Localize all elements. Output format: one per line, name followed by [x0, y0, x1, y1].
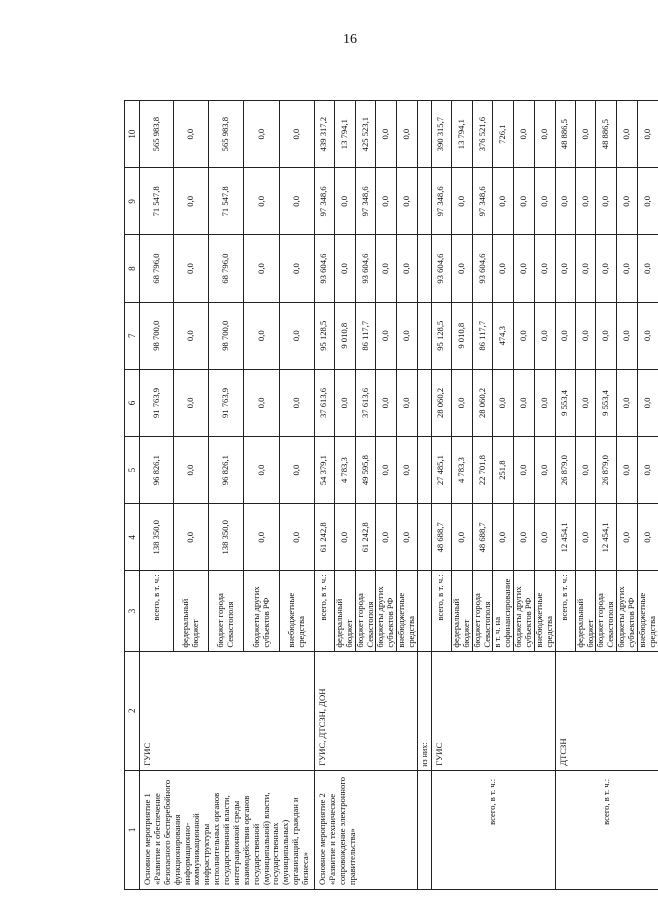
amount-cell: 138 350,0 [208, 503, 243, 570]
funding-source: федеральный бюджет [334, 570, 355, 650]
amount-cell: 93 604,6 [472, 234, 493, 301]
table-row [555, 100, 575, 889]
amount-cell: 0,0 [396, 302, 417, 369]
amount-cell: 0,0 [575, 167, 596, 234]
amount-cell: 0,0 [616, 369, 637, 436]
amount-cell: 71 547,8 [139, 167, 173, 234]
responsible-executor: ДТСЗН [555, 651, 658, 770]
subsection-total-label: всего, в т. ч.: [431, 770, 555, 889]
funding-source: в т. ч. на софинансирование [492, 570, 513, 650]
amount-cell: 4 783,3 [334, 436, 355, 503]
amount-cell: 0,0 [375, 369, 396, 436]
amount-cell: 0,0 [575, 436, 596, 503]
amount-cell: 0,0 [279, 234, 314, 301]
column-number-5: 5 [124, 436, 139, 503]
iz-nih-label: из них: [417, 651, 431, 770]
amount-cell: 376 521,6 [472, 100, 493, 167]
page-number: 16 [343, 32, 357, 47]
amount-cell: 425 523,1 [355, 100, 376, 167]
amount-cell: 0,0 [575, 369, 596, 436]
amount-cell: 0,0 [243, 436, 278, 503]
amount-cell: 0,0 [451, 503, 472, 570]
funding-source: бюджет города Севастополя [595, 570, 616, 650]
amount-cell: 27 485,1 [431, 436, 451, 503]
empty-cell [417, 234, 431, 301]
amount-cell: 0,0 [534, 234, 555, 301]
amount-cell: 61 242,8 [314, 503, 334, 570]
amount-cell: 0,0 [616, 100, 637, 167]
column-number-8: 8 [124, 234, 139, 301]
amount-cell: 0,0 [492, 503, 513, 570]
amount-cell: 0,0 [513, 436, 534, 503]
amount-cell: 0,0 [451, 167, 472, 234]
amount-cell: 0,0 [279, 369, 314, 436]
responsible-executor: ГУИС [139, 651, 314, 770]
amount-cell: 390 315,7 [431, 100, 451, 167]
amount-cell: 68 796,0 [208, 234, 243, 301]
amount-cell: 0,0 [595, 234, 616, 301]
amount-cell: 68 796,0 [139, 234, 173, 301]
amount-cell: 95 128,5 [314, 302, 334, 369]
table-row [431, 100, 451, 889]
empty-cell [417, 100, 431, 167]
amount-cell: 0,0 [375, 100, 396, 167]
funding-source: бюджеты других субъектов РФ [243, 570, 278, 650]
funding-source: внебюджетные средства [396, 570, 417, 650]
amount-cell: 26 879,0 [595, 436, 616, 503]
amount-cell: 61 242,8 [355, 503, 376, 570]
empty-cell [417, 167, 431, 234]
amount-cell: 0,0 [637, 436, 658, 503]
column-number-3: 3 [124, 570, 139, 650]
amount-cell: 86 117,7 [355, 302, 376, 369]
amount-cell: 49 595,8 [355, 436, 376, 503]
amount-cell: 565 983,8 [139, 100, 173, 167]
amount-cell: 12 454,1 [555, 503, 575, 570]
amount-cell: 95 128,5 [431, 302, 451, 369]
amount-cell: 726,1 [492, 100, 513, 167]
funding-source: бюджет города Севастополя [355, 570, 376, 650]
amount-cell: 97 348,6 [431, 167, 451, 234]
amount-cell: 48 688,7 [431, 503, 451, 570]
funding-source: внебюджетные средства [637, 570, 658, 650]
amount-cell: 0,0 [637, 503, 658, 570]
amount-cell: 0,0 [534, 100, 555, 167]
measure-2-title: Основное мероприятие 2 «Развитие и техническое сопровождение электронного правительства» [314, 770, 417, 889]
header-row [124, 100, 139, 889]
amount-cell: 0,0 [637, 100, 658, 167]
amount-cell: 0,0 [243, 167, 278, 234]
amount-cell: 0,0 [492, 167, 513, 234]
table-body [124, 100, 658, 889]
funding-source: бюджеты других субъектов РФ [616, 570, 637, 650]
amount-cell: 12 454,1 [595, 503, 616, 570]
amount-cell: 98 700,0 [139, 302, 173, 369]
empty-cell [417, 369, 431, 436]
amount-cell: 0,0 [595, 167, 616, 234]
amount-cell: 0,0 [173, 234, 208, 301]
amount-cell: 0,0 [173, 436, 208, 503]
amount-cell: 0,0 [243, 100, 278, 167]
funding-source: бюджет города Севастополя [472, 570, 493, 650]
amount-cell: 28 060,2 [431, 369, 451, 436]
amount-cell: 97 348,6 [355, 167, 376, 234]
amount-cell: 0,0 [637, 167, 658, 234]
amount-cell: 0,0 [637, 234, 658, 301]
amount-cell: 0,0 [534, 167, 555, 234]
amount-cell: 0,0 [243, 369, 278, 436]
amount-cell: 9 010,8 [451, 302, 472, 369]
amount-cell: 0,0 [375, 234, 396, 301]
amount-cell: 0,0 [451, 234, 472, 301]
funding-source: бюджет города Севастополя [208, 570, 243, 650]
amount-cell: 0,0 [243, 503, 278, 570]
empty-cell [417, 503, 431, 570]
column-number-1: 1 [124, 770, 139, 889]
funding-source: всего, в т. ч.: [314, 570, 334, 650]
amount-cell: 71 547,8 [208, 167, 243, 234]
amount-cell: 0,0 [173, 167, 208, 234]
funding-source: федеральный бюджет [451, 570, 472, 650]
amount-cell: 0,0 [279, 436, 314, 503]
amount-cell: 9 010,8 [334, 302, 355, 369]
amount-cell: 37 613,6 [355, 369, 376, 436]
amount-cell: 9 553,4 [555, 369, 575, 436]
amount-cell: 0,0 [451, 369, 472, 436]
amount-cell: 0,0 [243, 302, 278, 369]
amount-cell: 0,0 [534, 302, 555, 369]
responsible-executor: ГУИС, ДТСЗН, ДОН [314, 651, 417, 770]
column-number-9: 9 [124, 167, 139, 234]
amount-cell: 0,0 [334, 167, 355, 234]
column-number-2: 2 [124, 651, 139, 770]
amount-cell: 0,0 [173, 369, 208, 436]
funding-source: внебюджетные средства [279, 570, 314, 650]
amount-cell: 93 604,6 [314, 234, 334, 301]
subtotal-divider-row [417, 100, 431, 889]
amount-cell: 0,0 [334, 503, 355, 570]
amount-cell: 0,0 [575, 234, 596, 301]
amount-cell: 0,0 [396, 234, 417, 301]
amount-cell: 0,0 [575, 302, 596, 369]
amount-cell: 0,0 [555, 234, 575, 301]
amount-cell: 0,0 [637, 369, 658, 436]
amount-cell: 0,0 [513, 302, 534, 369]
funding-source: всего, в т. ч.: [555, 570, 575, 650]
amount-cell: 0,0 [616, 436, 637, 503]
funding-source: бюджеты других субъектов РФ [513, 570, 534, 650]
amount-cell: 91 763,9 [139, 369, 173, 436]
amount-cell: 0,0 [513, 100, 534, 167]
amount-cell: 0,0 [637, 302, 658, 369]
amount-cell: 96 826,1 [208, 436, 243, 503]
amount-cell: 0,0 [375, 503, 396, 570]
amount-cell: 0,0 [513, 167, 534, 234]
amount-cell: 0,0 [492, 369, 513, 436]
amount-cell: 565 983,8 [208, 100, 243, 167]
amount-cell: 93 604,6 [355, 234, 376, 301]
amount-cell: 439 317,2 [314, 100, 334, 167]
rotated-table-wrapper [124, 100, 657, 890]
column-number-7: 7 [124, 302, 139, 369]
amount-cell: 54 379,1 [314, 436, 334, 503]
amount-cell: 0,0 [513, 234, 534, 301]
amount-cell: 0,0 [279, 100, 314, 167]
amount-cell: 13 794,1 [451, 100, 472, 167]
amount-cell: 0,0 [375, 302, 396, 369]
amount-cell: 0,0 [555, 167, 575, 234]
amount-cell: 138 350,0 [139, 503, 173, 570]
amount-cell: 0,0 [534, 503, 555, 570]
amount-cell: 0,0 [575, 503, 596, 570]
amount-cell: 0,0 [396, 167, 417, 234]
funding-source: всего, в т. ч.: [431, 570, 451, 650]
table-row [139, 100, 173, 889]
amount-cell: 93 604,6 [431, 234, 451, 301]
funding-source: всего, в т. ч.: [139, 570, 173, 650]
amount-cell: 97 348,6 [314, 167, 334, 234]
amount-cell: 28 060,2 [472, 369, 493, 436]
amount-cell: 48 886,5 [595, 100, 616, 167]
amount-cell: 251,8 [492, 436, 513, 503]
amount-cell: 0,0 [375, 436, 396, 503]
amount-cell: 48 886,5 [555, 100, 575, 167]
amount-cell: 22 701,8 [472, 436, 493, 503]
amount-cell: 4 783,3 [451, 436, 472, 503]
amount-cell: 0,0 [375, 167, 396, 234]
amount-cell: 0,0 [555, 302, 575, 369]
funding-source: федеральный бюджет [173, 570, 208, 650]
amount-cell: 91 763,9 [208, 369, 243, 436]
amount-cell: 0,0 [279, 503, 314, 570]
amount-cell: 0,0 [616, 302, 637, 369]
funding-source: бюджеты других субъектов РФ [375, 570, 396, 650]
amount-cell: 0,0 [334, 369, 355, 436]
amount-cell: 48 688,7 [472, 503, 493, 570]
amount-cell: 0,0 [492, 234, 513, 301]
amount-cell: 0,0 [616, 167, 637, 234]
funding-source: федеральный бюджет [575, 570, 596, 650]
amount-cell: 0,0 [396, 436, 417, 503]
column-number-10: 10 [124, 100, 139, 167]
empty-cell [417, 570, 431, 650]
amount-cell: 0,0 [173, 100, 208, 167]
amount-cell: 0,0 [396, 503, 417, 570]
amount-cell: 0,0 [595, 302, 616, 369]
amount-cell: 0,0 [534, 369, 555, 436]
measure-1-title: Основное мероприятие 1 «Развитие и обеспечение безопасного бесперебойного функционирования информационно-коммуникационной инфраструктуры исполнительных органов государственной власти, интеграционной среды взаимодействия органов государственной (муниципальной) власти, государственных (муниципальных) организаций, граждан и бизнеса» [139, 770, 314, 889]
amount-cell: 0,0 [173, 302, 208, 369]
responsible-executor: ГУИС [431, 651, 555, 770]
empty-cell [417, 770, 431, 889]
column-number-4: 4 [124, 503, 139, 570]
amount-cell: 97 348,6 [472, 167, 493, 234]
amount-cell: 98 700,0 [208, 302, 243, 369]
amount-cell: 13 794,1 [334, 100, 355, 167]
empty-cell [417, 302, 431, 369]
amount-cell: 26 879,0 [555, 436, 575, 503]
funding-source: внебюджетные средства [534, 570, 555, 650]
amount-cell: 0,0 [513, 503, 534, 570]
amount-cell: 96 826,1 [139, 436, 173, 503]
amount-cell: 0,0 [279, 302, 314, 369]
amount-cell: 37 613,6 [314, 369, 334, 436]
amount-cell: 0,0 [279, 167, 314, 234]
amount-cell: 0,0 [396, 369, 417, 436]
amount-cell: 0,0 [396, 100, 417, 167]
column-number-6: 6 [124, 369, 139, 436]
amount-cell: 0,0 [243, 234, 278, 301]
amount-cell: 86 117,7 [472, 302, 493, 369]
budget-table [124, 100, 658, 890]
amount-cell: 0,0 [534, 436, 555, 503]
amount-cell: 0,0 [575, 100, 596, 167]
subsection-total-label: всего, в т. ч.: [555, 770, 658, 889]
empty-cell [417, 436, 431, 503]
amount-cell: 0,0 [616, 503, 637, 570]
amount-cell: 0,0 [513, 369, 534, 436]
table-row [314, 100, 334, 889]
amount-cell: 0,0 [334, 234, 355, 301]
amount-cell: 0,0 [616, 234, 637, 301]
amount-cell: 474,3 [492, 302, 513, 369]
amount-cell: 0,0 [173, 503, 208, 570]
amount-cell: 9 553,4 [595, 369, 616, 436]
